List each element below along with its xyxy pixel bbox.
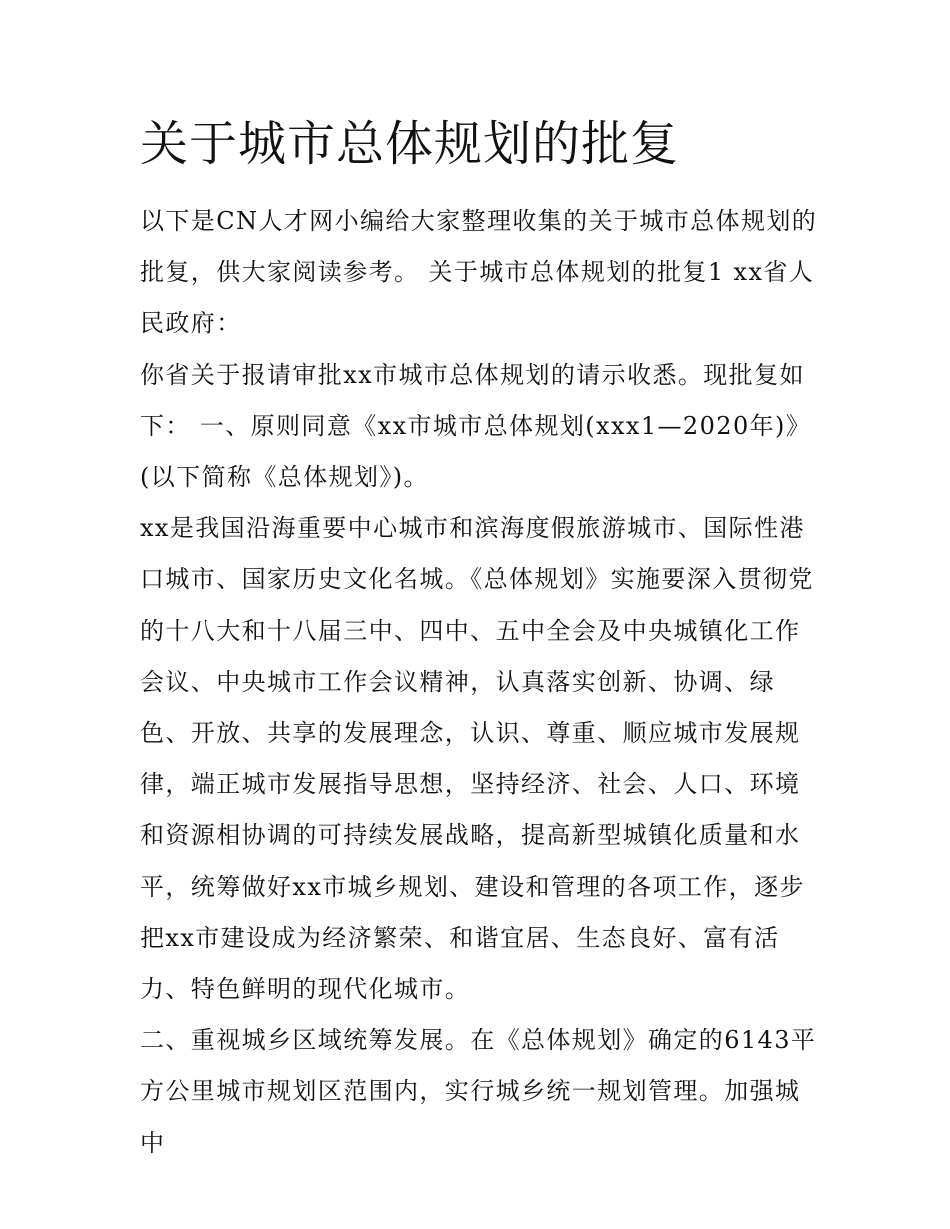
paragraph-city-positioning: xx是我国沿海重要中心城市和滨海度假旅游城市、国际性港口城市、国家历史文化名城。《总体规划》实施要深入贯彻党的十八大和十八届三中、四中、五中全会及中央城镇化工作会议、中央城市工作会议精神，认真落实创新、协调、绿色、开放、共享的发展理念，认识、尊重、顺应城市发展规律，端正城市发展指导思想，坚持经济、社会、人口、环境和资源相协调的可持续发展战略，提高新型城镇化质量和水平，统筹做好xx市城乡规划、建设和管理的各项工作，逐步把xx市建设成为经济繁荣、和谐宜居、生态良好、富有活力、特色鲜明的现代化城市。	[140, 514, 814, 1004]
paragraph-reply: 你省关于报请审批xx市城市总体规划的请示收悉。现批复如下： 一、原则同意《xx市城市总体规划(xxx1—2020年)》(以下简称《总体规划》)。	[140, 360, 812, 492]
paragraph-intro: 以下是CN人才网小编给大家整理收集的关于城市总体规划的批复，供大家阅读参考。 关于城市总体规划的批复1 xx省人民政府：	[140, 207, 818, 338]
paragraph-section-two: 二、重视城乡区域统筹发展。在《总体规划》确定的6143平方公里城市规划区范围内，实行城乡统一规划管理。加强城中	[140, 1026, 817, 1157]
document-body	[140, 196, 820, 1169]
document-title: 关于城市总体规划的批复	[140, 116, 680, 172]
